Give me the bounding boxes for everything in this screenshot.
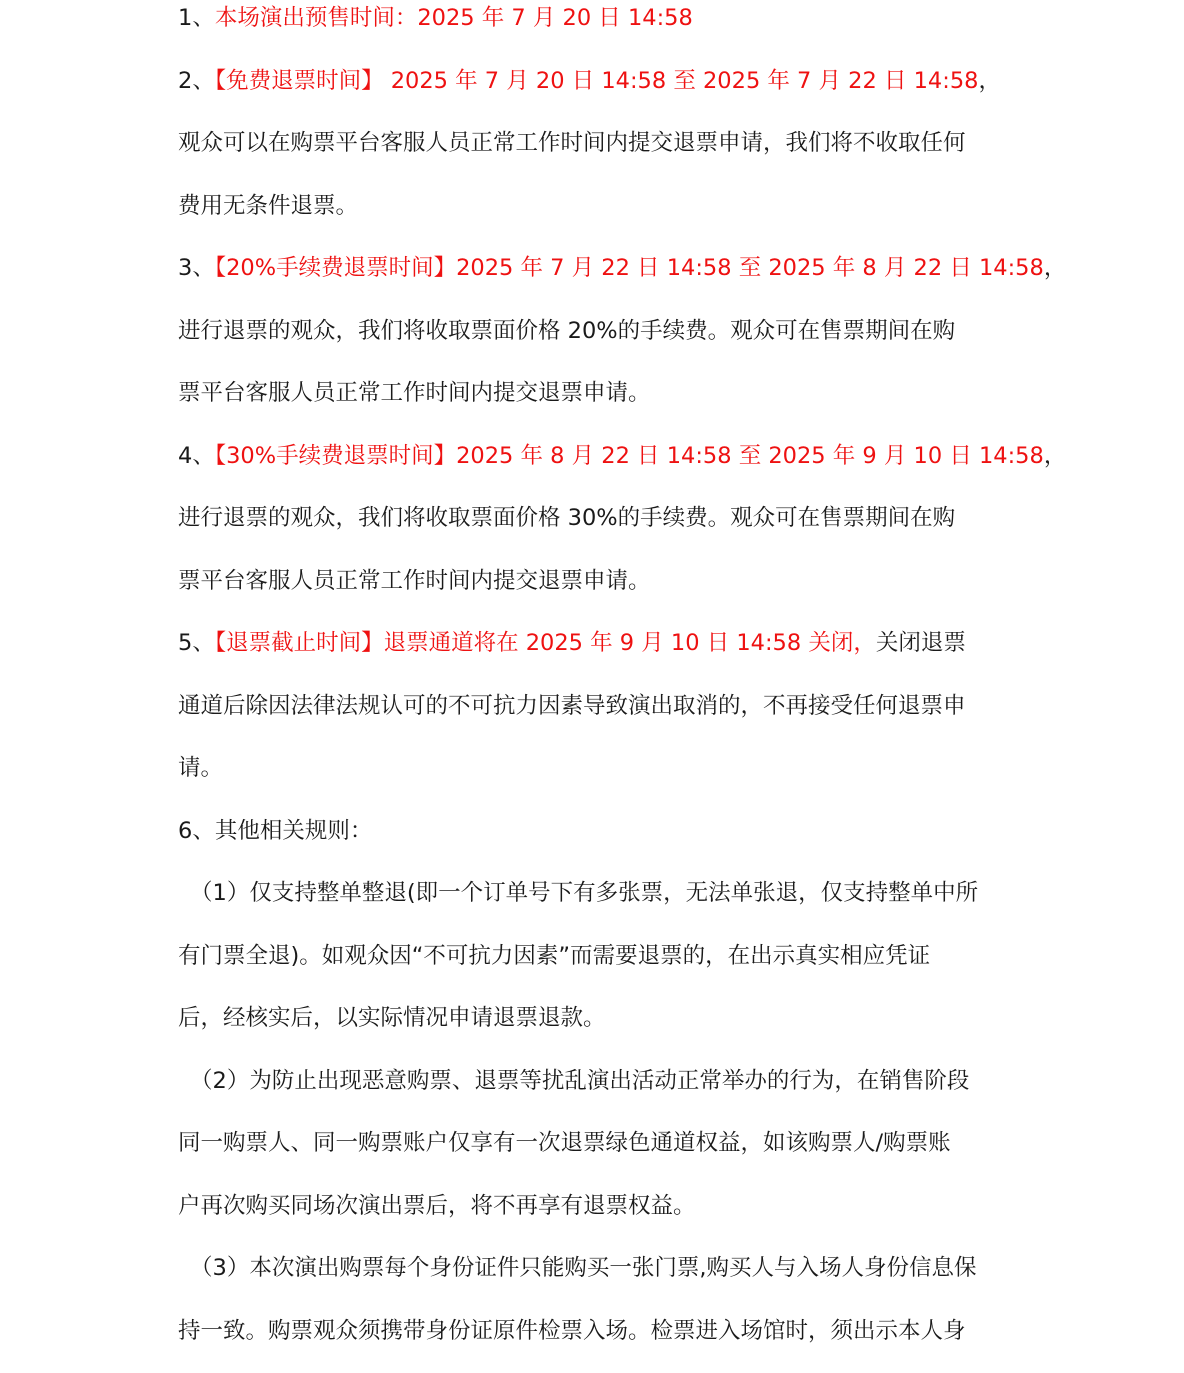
item-5-line-2: 通道后除因法律法规认可的不可抗力因素导致演出取消的，不再接受任何退票申	[178, 686, 1018, 749]
rule-1-line-2: 有门票全退)。如观众因“不可抗力因素”而需要退票的，在出示真实相应凭证	[178, 936, 1018, 999]
other-rules-heading: 6、其他相关规则：	[178, 811, 1018, 874]
rule-1-line-1: （1）仅支持整单整退(即一个订单号下有多张票，无法单张退，仅支持整单中所	[178, 873, 1018, 936]
free-refund-period-text: 【免费退票时间】 2025 年 7 月 20 日 14:58 至 2025 年 7 月 22 日 14:58	[215, 68, 979, 94]
item-4-line-3: 票平台客服人员正常工作时间内提交退票申请。	[178, 561, 1018, 624]
item-2-tail: ，	[978, 68, 1001, 94]
item-5-line-3: 请。	[178, 748, 1018, 811]
item-4-line-1	[178, 436, 1018, 499]
item-5-number: 5、	[178, 630, 215, 656]
refund-policy-document	[178, 0, 1018, 1373]
rule-1-line-3: 后，经核实后，以实际情况申请退票退款。	[178, 998, 1018, 1061]
item-2-line-2: 观众可以在购票平台客服人员正常工作时间内提交退票申请，我们将不收取任何	[178, 123, 1018, 186]
item-3-line-2: 进行退票的观众，我们将收取票面价格 20%的手续费。观众可在售票期间在购	[178, 311, 1018, 374]
rule-3-line-1: （3）本次演出购票每个身份证件只能购买一张门票,购买人与入场人身份信息保	[178, 1248, 1018, 1311]
rule-2-line-3: 户再次购买同场次演出票后，将不再享有退票权益。	[178, 1186, 1018, 1249]
item-3-line-3: 票平台客服人员正常工作时间内提交退票申请。	[178, 373, 1018, 436]
item-2-line-1	[178, 61, 1018, 124]
rule-2-line-2: 同一购票人、同一购票账户仅享有一次退票绿色通道权益，如该购票人/购票账	[178, 1123, 1018, 1186]
item-3-line-1	[178, 248, 1018, 311]
item-5-line-1	[178, 623, 1018, 686]
item-5-tail: 关闭退票	[876, 630, 966, 656]
presale-time-text: 本场演出预售时间：2025 年 7 月 20 日 14:58	[215, 5, 693, 31]
refund-deadline-text: 【退票截止时间】退票通道将在 2025 年 9 月 10 日 14:58 关闭，	[215, 630, 876, 656]
rule-3-line-2: 持一致。购票观众须携带身份证原件检票入场。检票进入场馆时，须出示本人身	[178, 1311, 1018, 1373]
item-2-number: 2、	[178, 68, 215, 94]
item-4-line-2: 进行退票的观众，我们将收取票面价格 30%的手续费。观众可在售票期间在购	[178, 498, 1018, 561]
item-1-number: 1、	[178, 5, 215, 31]
item-4-tail: ，	[1044, 443, 1067, 469]
refund-20pct-period-text: 【20%手续费退票时间】2025 年 7 月 22 日 14:58 至 2025 年 8 月 22 日 14:58	[215, 255, 1044, 281]
refund-30pct-period-text: 【30%手续费退票时间】2025 年 8 月 22 日 14:58 至 2025 年 9 月 10 日 14:58	[215, 443, 1044, 469]
item-2-line-3: 费用无条件退票。	[178, 186, 1018, 249]
item-3-tail: ，	[1044, 255, 1067, 281]
rule-2-line-1: （2）为防止出现恶意购票、退票等扰乱演出活动正常举办的行为，在销售阶段	[178, 1061, 1018, 1124]
item-3-number: 3、	[178, 255, 215, 281]
item-4-number: 4、	[178, 443, 215, 469]
item-1-line-1	[178, 0, 1018, 61]
